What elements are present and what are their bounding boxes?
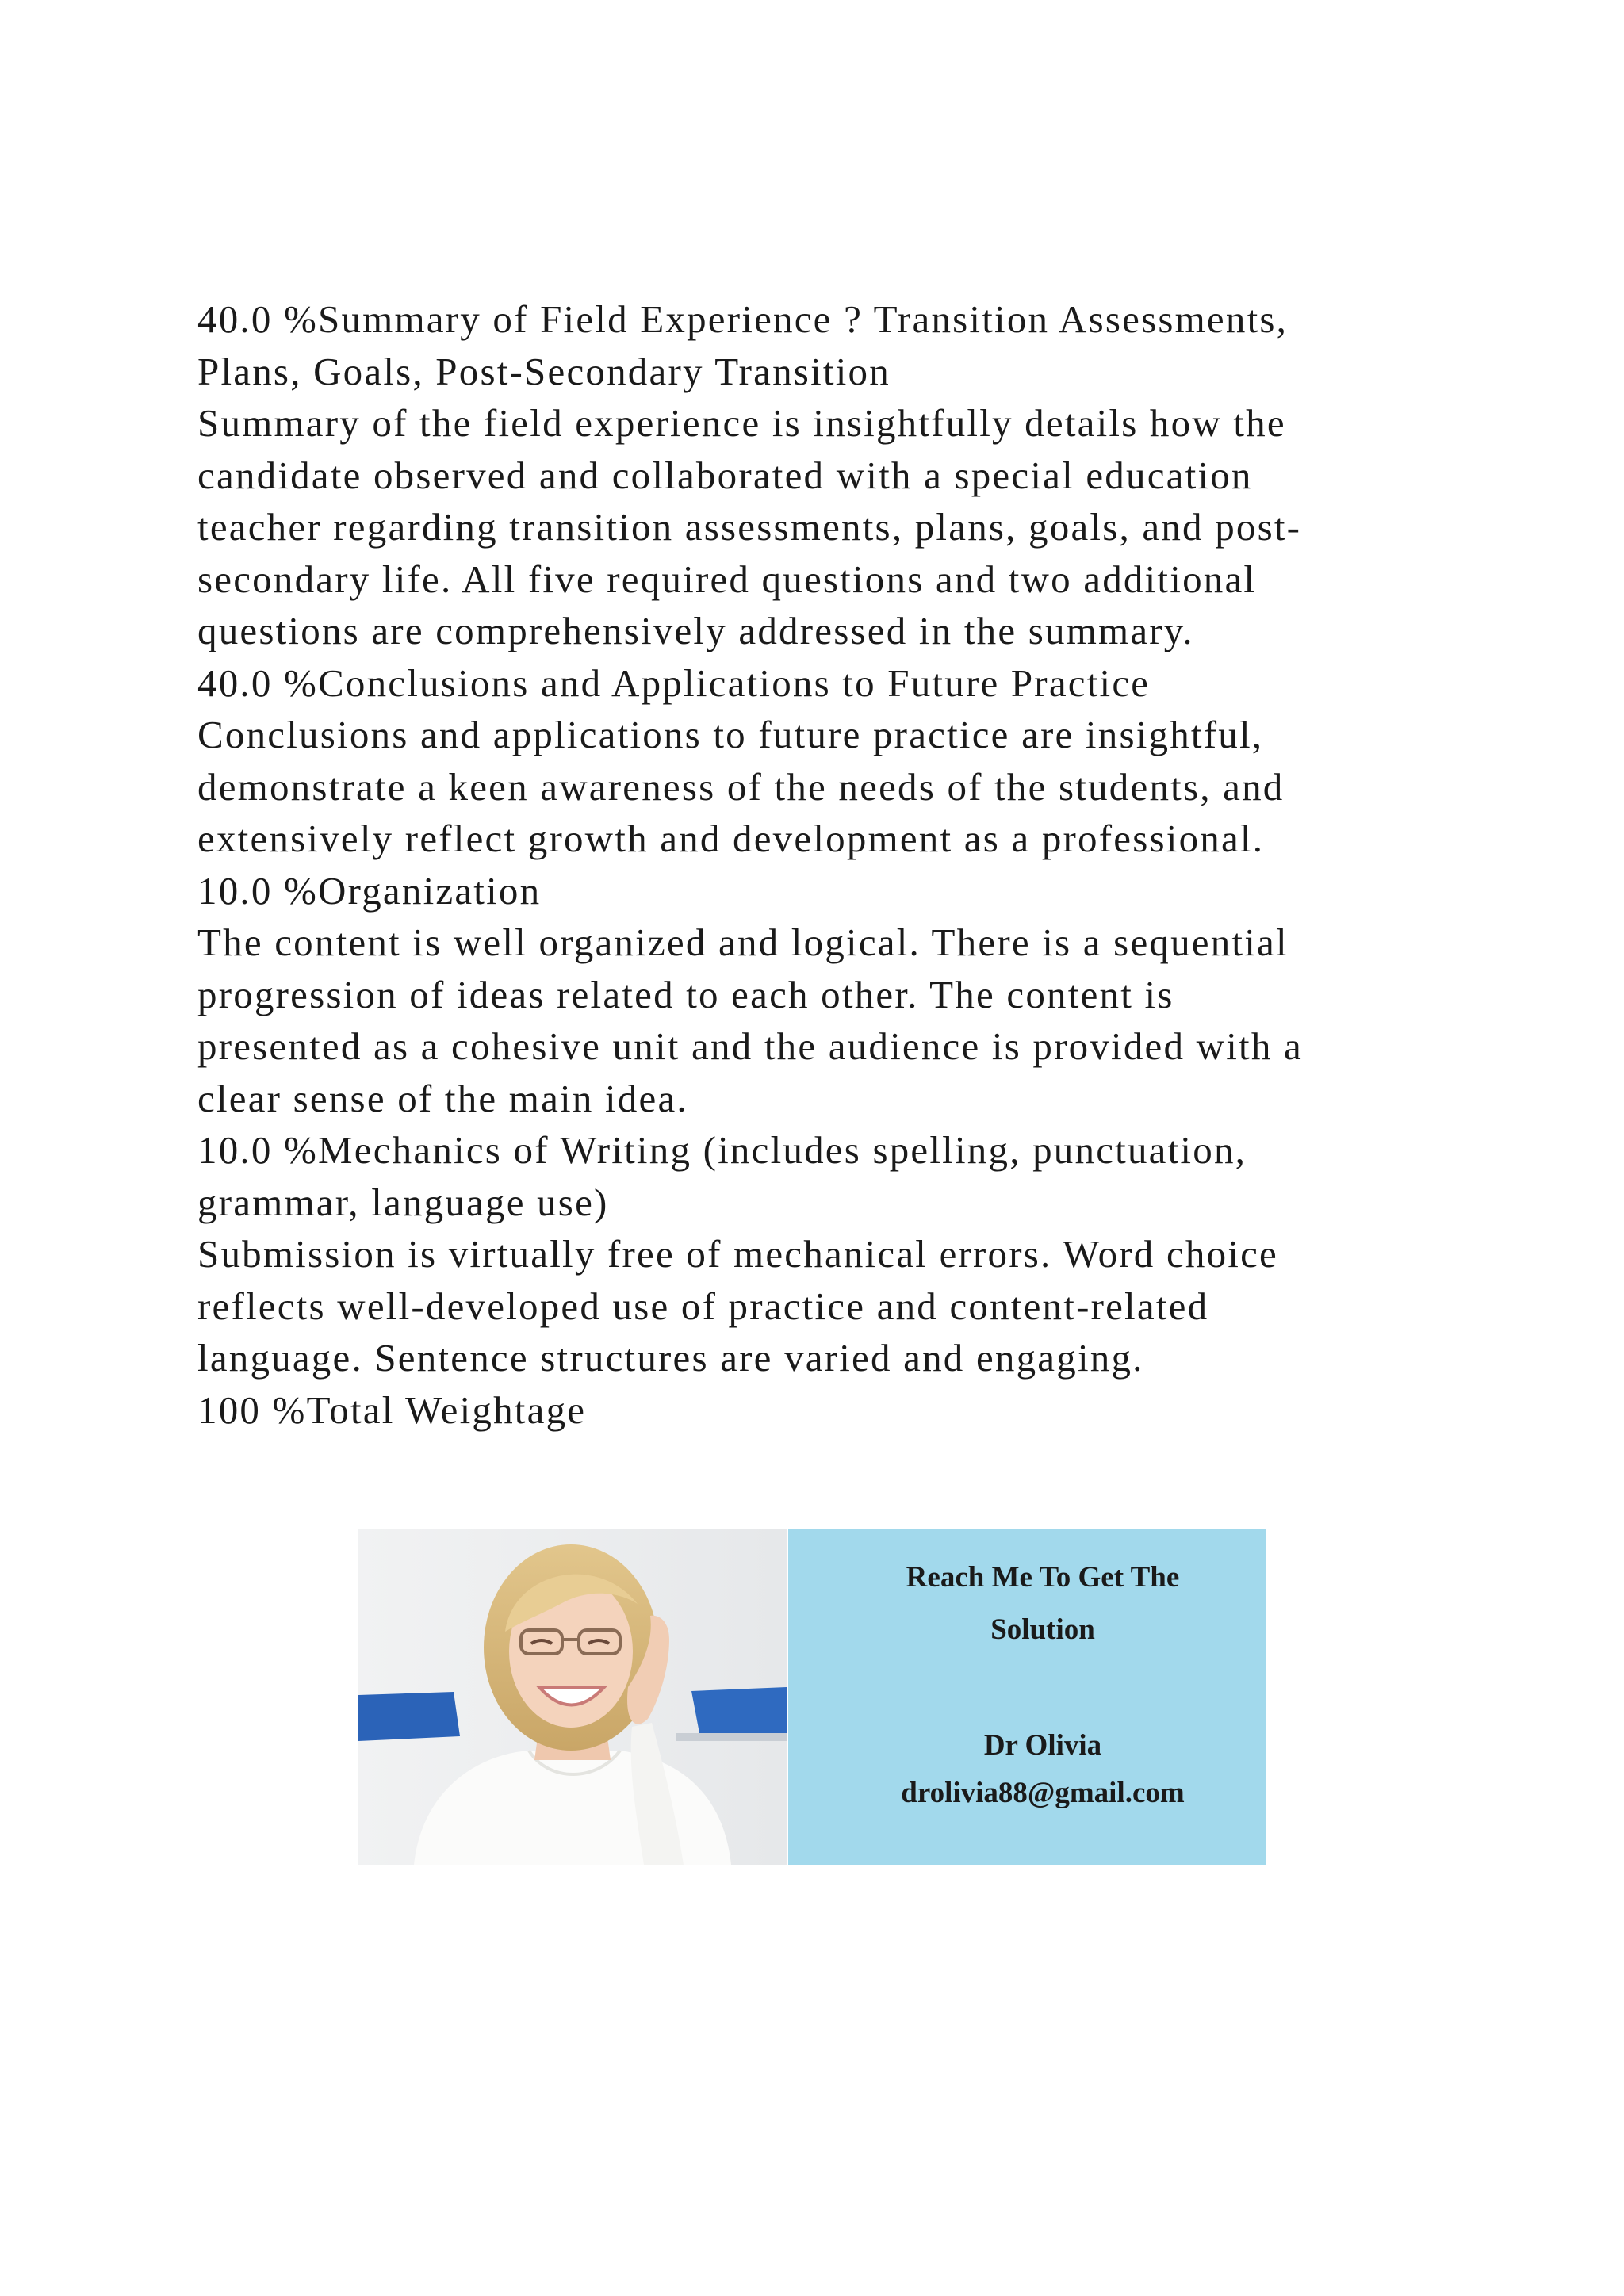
cta-line-1: Reach Me To Get The [906, 1561, 1180, 1594]
text-line: clear sense of the main idea. [197, 1076, 688, 1120]
text-line: progression of ideas related to each other. The content is [197, 972, 1174, 1016]
text-line: Summary of the field experience is insightfully details how the [197, 401, 1286, 445]
text-line: questions are comprehensively addressed in the summary. [197, 609, 1194, 652]
contact-banner [358, 1529, 1266, 1865]
contact-panel [787, 1529, 1266, 1865]
text-line: Conclusions and applications to future practice are insightful, [197, 713, 1264, 756]
cta-line-2: Solution [990, 1613, 1095, 1646]
woman-photo [358, 1529, 787, 1865]
text-line: The content is well organized and logical. There is a sequential [197, 920, 1289, 964]
text-line: presented as a cohesive unit and the audience is provided with a [197, 1024, 1303, 1068]
text-line: 40.0 %Conclusions and Applications to Future Practice [197, 660, 1151, 705]
text-line: demonstrate a keen awareness of the needs of the students, and [197, 764, 1285, 809]
text-line: 10.0 %Mechanics of Writing (includes spelling, punctuation, [197, 1128, 1247, 1172]
rubric-text [197, 293, 1434, 1436]
text-line: 100 %Total Weightage [197, 1387, 587, 1432]
contact-email[interactable]: drolivia88@gmail.com [901, 1777, 1185, 1809]
text-line: reflects well-developed use of practice and content-related [197, 1284, 1209, 1328]
text-line: teacher regarding transition assessments, plans, goals, and post- [197, 505, 1302, 549]
text-line: Plans, Goals, Post-Secondary Transition [197, 349, 891, 393]
contact-name: Dr Olivia [983, 1729, 1102, 1762]
text-line: 40.0 %Summary of Field Experience ? Transition Assessments, [197, 297, 1289, 341]
text-line: grammar, language use) [197, 1180, 609, 1224]
text-line: secondary life. All five required questions and two additional [197, 557, 1257, 601]
text-line: language. Sentence structures are varied and engaging. [197, 1336, 1144, 1380]
text-line: 10.0 %Organization [197, 868, 542, 913]
text-line: extensively reflect growth and development as a professional. [197, 817, 1265, 860]
text-line: candidate observed and collaborated with a special education [197, 453, 1253, 497]
text-line: Submission is virtually free of mechanical errors. Word choice [197, 1232, 1279, 1276]
